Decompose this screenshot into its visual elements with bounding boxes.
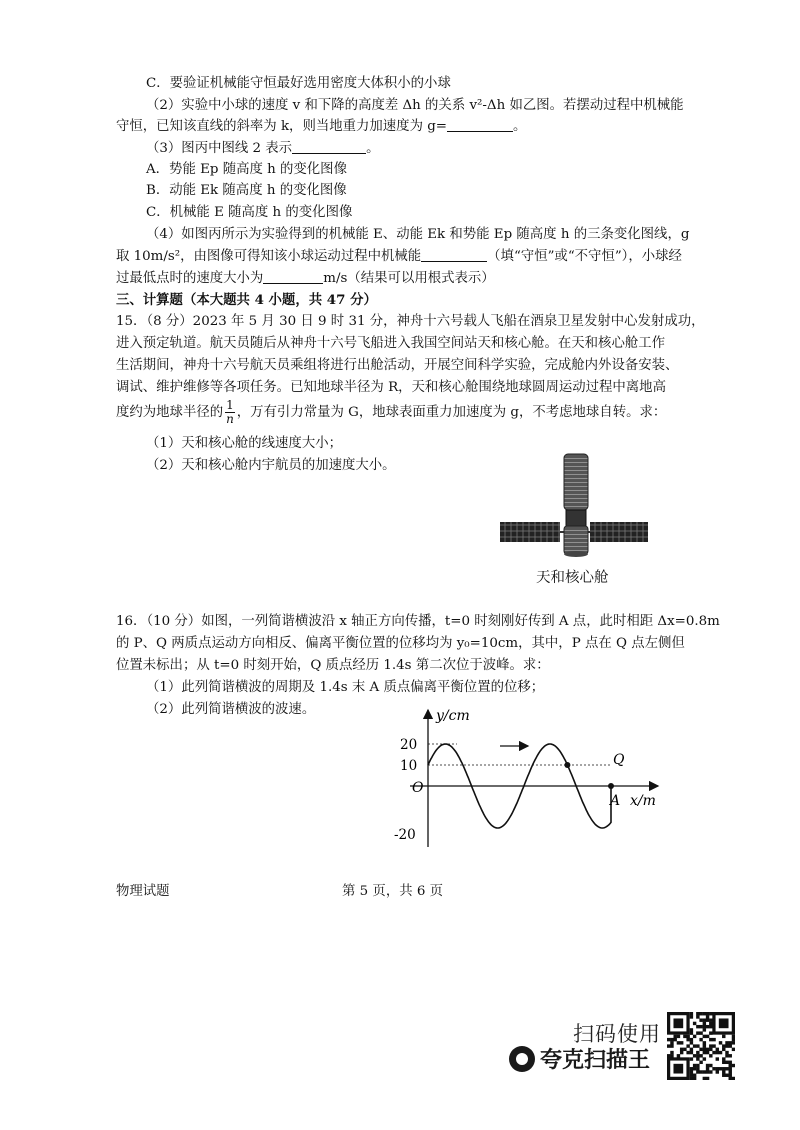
q15-sub2: （2）天和核心舱内宇航员的加速度大小。 [146,458,396,473]
footer-page-number: 第 5 页，共 6 页 [342,884,444,899]
solar-panel-left [500,522,560,542]
q14-option-a: A．势能 Ep 随高度 h 的变化图像 [146,162,347,177]
q14-part4-line1: （4）如图丙所示为实验得到的机械能 E、动能 Ek 和势能 Ep 随高度 h 的三条变化图线，g [146,227,690,242]
tick-20: 20 [400,737,418,753]
footer-subject: 物理试题 [116,884,170,899]
fraction-1-over-n [225,399,235,426]
scan-use-text: 扫码使用 [573,1022,661,1046]
q15-line3: 生活期间，神舟十六号航天员乘组将进行出舱活动，开展空间科学实验，完成舱内外设备安装、 [116,358,679,373]
q14-part4-text2: （填“守恒”或“不守恒”），小球经 [487,249,682,264]
solar-panel-right [590,522,648,542]
q15-line5-text2: ，万有引力常量为 G，地球表面重力加速度为 g，不考虑地球自转。求： [236,405,667,420]
fraction-denominator: n [226,412,234,426]
origin-label: O [412,780,424,796]
wave-graph [390,702,680,852]
section-title: 三、计算题（本大题共 4 小题，共 47 分） [116,292,377,308]
qr-code-icon[interactable] [667,1012,735,1080]
space-station-figure [490,450,650,562]
scanner-brand: 夸克扫描王 [540,1048,651,1073]
q15-line2: 进入预定轨道。航天员随后从神舟十六号飞船进入我国空间站天和核心舱。在天和核心舱工作 [116,336,666,351]
answer-blank-conserved[interactable] [421,247,487,262]
point-a-label: A [610,793,621,809]
q16-line2: 的 P、Q 两质点运动方向相反、偏离平衡位置的位移均为 y₀=10cm，其中，P 点在 Q 点左侧但 [116,636,685,651]
q14-option-c: C．要验证机械能守恒最好选用密度大体积小的小球 [146,76,451,91]
q15-line5 [116,398,666,428]
point-a-dot [608,783,614,789]
point-q-label: Q [613,752,625,768]
point-q-dot [564,762,570,768]
q14-part2-line2 [116,117,526,137]
fraction-numerator: 1 [226,398,234,412]
q14-part2-end: 。 [513,119,527,134]
q16-sub1: （1）此列简谐横波的周期及 1.4s 末 A 质点偏离平衡位置的位移； [146,680,545,695]
tick-neg20: -20 [394,827,416,843]
q14-part4-text: 取 10m/s²，由图像可得知该小球运动过程中机械能 [116,249,422,264]
q14-part3-text: （3）图丙中图线 2 表示 [146,141,293,156]
q14-part2-line1: （2）实验中小球的速度 v 和下降的高度差 Δh 的关系 v²-Δh 如乙图。若摆动过程中机械能 [146,98,684,113]
q14-part4-line3 [116,269,495,289]
answer-blank-speed[interactable] [263,269,323,284]
q15-line4: 调试、维护维修等各项任务。已知地球半径为 R，天和核心舱围绕地球圆周运动过程中离地高 [116,380,666,395]
q14-part2-text: 守恒，已知该直线的斜率为 k，则当地重力加速度为 g= [116,119,448,134]
q15-line5-text: 度约为地球半径的 [116,405,224,420]
answer-blank-g[interactable] [447,117,513,132]
q15-line1: 15．（8 分）2023 年 5 月 30 日 9 时 31 分，神舟十六号载人飞船在酒泉卫星发射中心发射成功， [116,314,705,329]
q14-option-b: B．动能 Ek 随高度 h 的变化图像 [146,183,347,198]
figure-caption: 天和核心舱 [536,570,609,586]
q14-part4-text3: 过最低点时的速度大小为 [116,271,264,286]
q14-part3-end: 。 [366,141,380,156]
q14-part4-line2 [116,247,682,267]
quark-logo-icon [509,1046,535,1072]
q16-line1: 16．（10 分）如图，一列简谐横波沿 x 轴正方向传播，t=0 时刻刚好传到 A 点，此时相距 Δx=0.8m [116,614,720,629]
x-axis-label: x/m [630,793,656,809]
q16-line3: 位置未标出；从 t=0 时刻开始，Q 质点经历 1.4s 第二次位于波峰。求： [116,658,550,673]
answer-blank-line2[interactable] [292,139,366,154]
q14-option-c2: C．机械能 E 随高度 h 的变化图像 [146,205,353,220]
core-module [564,454,588,510]
q14-part3 [146,139,379,159]
q15-sub1: （1）天和核心舱的线速度大小； [146,436,342,451]
q14-part4-text4: m/s（结果可以用根式表示） [323,271,495,286]
tick-10: 10 [400,758,418,774]
y-axis-label: y/cm [436,708,470,724]
q16-sub2: （2）此列简谐横波的波速。 [146,702,316,717]
